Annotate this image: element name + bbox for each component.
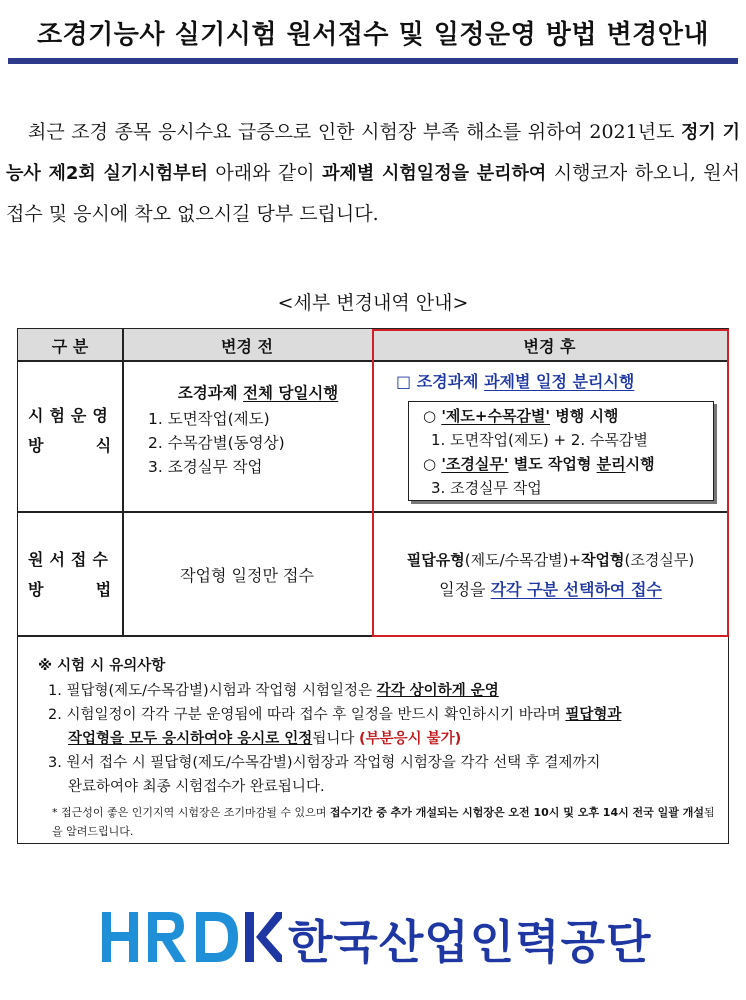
notes-section: [38, 653, 718, 841]
row1-label-line2: 방 식: [28, 436, 118, 455]
organization-name: 한국산업인력공단: [288, 915, 652, 969]
note-2-bold-1: 필답형과: [565, 707, 622, 723]
footnote-post: 됨을 알려드립니다.: [52, 806, 715, 838]
box-row-3-underlined-1: '조경실무': [441, 455, 509, 473]
footnote-bold: 접수기간 중 추가 개설되는 시험장은 오전 10시 및 오후 14시 전국 일괄 개설: [329, 806, 704, 819]
row2-after-pre: 일정을: [439, 580, 491, 599]
note-2-text: 2. 시험일정이 각각 구분 운영됨에 따라 접수 후 일정을 반드시 확인하시기 바라며: [48, 707, 566, 723]
box-row-2: 1. 도면작업(제도) + 2. 수목감별: [431, 431, 648, 449]
header-label-before: 변경 전: [221, 337, 273, 356]
header-label-category: 구 분: [51, 337, 89, 356]
row2-label-line1: 원서접수: [28, 550, 114, 569]
row2-after-underlined: 각각 구분 선택하여 접수: [490, 580, 662, 599]
box-row-3-underlined-2: 분리: [596, 455, 626, 473]
intro-text-2: 아래와 같이: [207, 162, 323, 184]
before-heading-underlined: 전체 당일시행: [243, 384, 339, 402]
note-item-2: [38, 703, 718, 727]
row2-after-line1: [374, 549, 727, 570]
after-detail-box: [408, 401, 714, 501]
hrdk-mark-icon: [100, 904, 282, 974]
after-heading: [396, 369, 716, 392]
note-item-1: [38, 679, 718, 703]
section-subtitle: <세부 변경내역 안내>: [277, 292, 469, 314]
note-1-bold: 각각 상이하게 운영: [376, 683, 499, 699]
row2-before: 작업형 일정만 접수: [180, 566, 314, 585]
note-item-3: 3. 원서 접수 시 필답형(제도/수목감별)시험장과 작업형 시험장을 각각 선택 후 결제까지: [48, 755, 601, 771]
note-item-2-cont: [38, 727, 718, 751]
note-2-bold-2: 작업형을 모두 응시하여야 응시로 인정: [68, 731, 313, 747]
circle-bullet: ○: [423, 455, 442, 473]
page-title: 조경기능사 실기시험 원서접수 및 일정운영 방법 변경안내: [36, 20, 710, 50]
footnote-text: * 접근성이 좋은 인기지역 시험장은 조기마감될 수 있으며: [52, 806, 330, 819]
list-item: 3. 조경실무 작업: [148, 458, 263, 476]
note-2-mid: 됩니다: [312, 731, 359, 747]
row2-after-bold-1: 필답유형: [406, 551, 465, 569]
box-row-3-mid: 별도 작업형: [508, 455, 597, 473]
title-bar: [8, 8, 738, 65]
row2-after-text-1: (제도/수목감별)+: [464, 551, 582, 569]
note-item-3-cont: 완료하여야 최종 시험접수가 완료됩니다.: [68, 779, 325, 795]
intro-bold-1: 정기 기능사 제2회 실기시험부터: [6, 122, 740, 184]
row1-before: [146, 381, 370, 479]
circle-bullet: ○: [423, 407, 442, 425]
after-heading-pre: □ 조경과제: [396, 372, 485, 391]
grid-line: [122, 329, 124, 635]
list-item: 2. 수목감별(동영상): [148, 434, 285, 452]
list-item: 1. 도면작업(제도): [148, 410, 270, 428]
change-table: [17, 328, 729, 844]
box-row-3-post: 시행: [625, 455, 655, 473]
box-row-1-post: 병행 시행: [550, 407, 619, 425]
notes-heading: ※ 시험 시 유의사항: [38, 658, 166, 674]
row2-label-line2: 방 법: [28, 580, 118, 599]
row2-after-text-2: (조경실무): [624, 551, 695, 569]
header-cell-before: [122, 329, 372, 360]
after-heading-underlined: 과제별 일정 분리시행: [484, 372, 635, 391]
row1-label-line1: 시험운영: [28, 406, 114, 425]
box-row-3: [423, 453, 655, 475]
intro-text-3: 시행코자 하오니, 원서접수 및 응시에 착오 없으시길 당부 드립니다.: [6, 162, 740, 225]
box-row-4: 3. 조경실무 작업: [431, 479, 542, 497]
note-2-red: (부분응시 불가): [358, 731, 462, 747]
box-row-1-underlined: '제도+수목감별': [441, 407, 551, 425]
row2-after-bold-2: 작업형: [581, 551, 625, 569]
note-1-text: 1. 필답형(제도/수목감별)시험과 작업형 시험일정은: [48, 683, 377, 699]
hrdk-logo: [100, 904, 660, 974]
footnote: [38, 803, 718, 841]
title-rule: [8, 58, 738, 64]
intro-paragraph: [6, 112, 740, 235]
header-cell-category: [18, 329, 122, 360]
box-row-1: [423, 405, 618, 427]
before-heading: [146, 381, 370, 405]
before-heading-pre: 조경과제: [177, 384, 244, 402]
header-label-after: 변경 후: [523, 337, 576, 356]
row2-after-line2: [374, 577, 727, 600]
intro-bold-2: 과제별 시험일정을 분리하여: [322, 163, 547, 184]
intro-text-1: 최근 조경 종목 응시수요 급증으로 인한 시험장 부족 해소를 위하여 2021년도: [28, 121, 682, 143]
